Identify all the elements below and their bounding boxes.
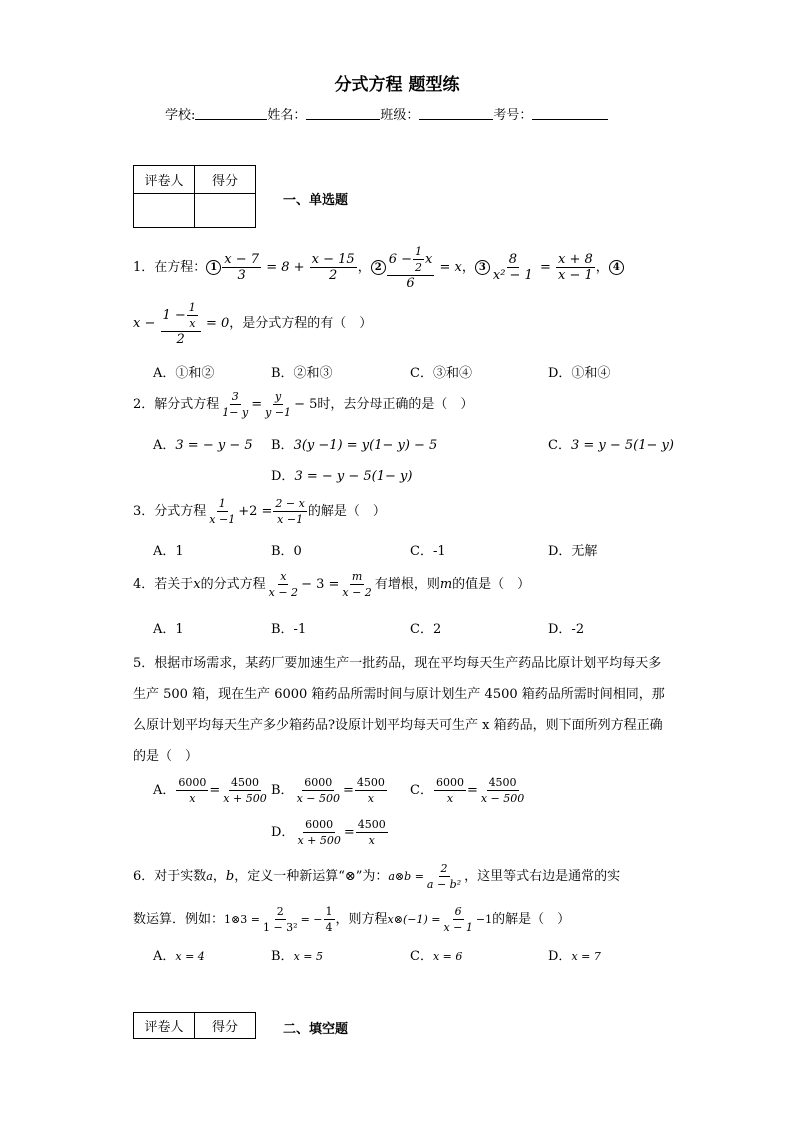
reviewer-cell-2: 评卷人	[134, 1013, 195, 1039]
question-6-line1: 6．对于实数a，b，定义一种新运算“⊗”为：a⊗b = $\frac{2}{\text{a − b²}}$ ，这里等式右边是通常的实	[133, 862, 621, 891]
q5-option-a[interactable]: A． $\frac{6000}{x}$ = $\frac{4500}{x + 500}$	[153, 776, 267, 805]
name-blank[interactable]	[306, 119, 380, 120]
circle-1-icon: 1	[206, 260, 221, 275]
q5-option-c[interactable]: C． $\frac{6000}{x}$ = $\frac{4500}{x - 500}$	[410, 776, 525, 805]
q3-option-c[interactable]: C．-1	[410, 544, 446, 559]
student-info-row	[165, 104, 608, 123]
question-2: 2．解分式方程 $\frac{3}{1- y}$ = $\frac{y}{y -1}$ − 5时，去分母正确的是（ ）	[133, 390, 474, 419]
class-blank[interactable]	[419, 119, 493, 120]
score-input[interactable]	[195, 194, 256, 228]
name-label: 姓名：	[267, 108, 307, 123]
question-4: 4．若关于x的分式方程 $\frac{x}{x - 2}$ − 3 = $\frac{m}{x - 2}$ 有增根，则m的值是（ ）	[133, 570, 531, 599]
score-cell-2: 得分	[195, 1013, 256, 1039]
reviewer-cell: 评卷人	[134, 166, 195, 194]
q1-option-b[interactable]: B．②和③	[271, 366, 333, 381]
circle-2-icon: 2	[371, 260, 386, 275]
exam-no-label: 考号：	[493, 108, 533, 123]
circle-4-icon: 4	[609, 260, 624, 275]
score-cell: 得分	[195, 166, 256, 194]
question-6-line2: 数运算．例如：1⊗3 = $\frac{2}{\text{1 − 3²}}$ = − $\frac{1}{4}$ ，则方程x⊗(−1) = $\frac{6}{x - 1}$ −1的解是（ ）	[133, 905, 571, 934]
class-label: 班级：	[380, 108, 420, 123]
question-1-line1: 1．在方程： 1 $\frac{x - 7}{3}$ = 8 + $\frac{x - 15}{2}$ ， 2 6 − $\frac{1}{2}$ x 6 = x， 3 $\frac{8}{\text{x² − 1}}$ = $\frac{x + 8}{x - 1}$ ， 4	[133, 244, 624, 291]
q2-option-a[interactable]: A．3 = − y − 5	[153, 438, 253, 453]
q4-option-d[interactable]: D．-2	[548, 622, 585, 637]
q1-option-c[interactable]: C．③和④	[410, 366, 472, 381]
circle-3-icon: 3	[475, 260, 490, 275]
q6-option-b[interactable]: B．x = 5	[271, 949, 323, 964]
q6-option-c[interactable]: C．x = 6	[410, 949, 463, 964]
section-single-choice: 一、单选题	[283, 193, 349, 208]
score-table-1	[133, 165, 256, 228]
q2-option-c[interactable]: C．3 = y − 5(1− y)	[548, 438, 674, 453]
score-table-2	[133, 1012, 256, 1039]
q2-option-b[interactable]: B．3(y −1) = y(1− y) − 5	[271, 438, 438, 453]
q6-option-d[interactable]: D．x = 7	[548, 949, 601, 964]
q4-option-a[interactable]: A．1	[153, 622, 184, 637]
question-5: 5．根据市场需求，某药厂要加速生产一批药品，现在平均每天生产药品比原计划平均每天多生产 500 箱，现在生产 6000 箱药品所需时间与原计划生产 4500 箱药品所需时间相同，那么原计划平均每天生产多少箱药品?设原计划平均每天可生产 x 箱药品，则下面所列方程正确的是（ ）	[133, 656, 665, 764]
school-blank[interactable]	[195, 119, 267, 120]
section-fill-blank: 二、填空题	[283, 1022, 349, 1037]
q5-option-d[interactable]: D． $\frac{6000}{x + 500}$ = $\frac{4500}{x}$	[271, 818, 386, 847]
q3-option-d[interactable]: D．无解	[548, 544, 598, 559]
q5-option-b[interactable]: B． $\frac{6000}{x - 500}$ = $\frac{4500}{x}$	[271, 776, 385, 805]
q4-option-b[interactable]: B．-1	[271, 622, 307, 637]
q3-option-b[interactable]: B．0	[271, 544, 302, 559]
question-3: 3．分式方程 $\frac{1}{x -1}$ +2 = $\frac{2 - x}{x -1}$ 的解是（ ）	[133, 497, 386, 526]
exam-no-blank[interactable]	[532, 119, 608, 120]
question-1-line2: x − 1 − $\frac{1}{x}$ 2 = 0，是分式方程的有（ ）	[133, 301, 373, 347]
q4-option-c[interactable]: C．2	[410, 622, 442, 637]
q6-option-a[interactable]: A．x = 4	[153, 949, 205, 964]
reviewer-input[interactable]	[134, 194, 195, 228]
q1-stem: 1．在方程：	[133, 260, 207, 275]
school-label: 学校:	[165, 108, 196, 123]
q1-option-a[interactable]: A．①和②	[153, 366, 215, 381]
q2-option-d[interactable]: D．3 = − y − 5(1− y)	[271, 469, 413, 484]
q1-option-d[interactable]: D．①和④	[548, 366, 611, 381]
page-title: 分式方程 题型练	[334, 75, 460, 95]
q3-option-a[interactable]: A．1	[153, 544, 184, 559]
